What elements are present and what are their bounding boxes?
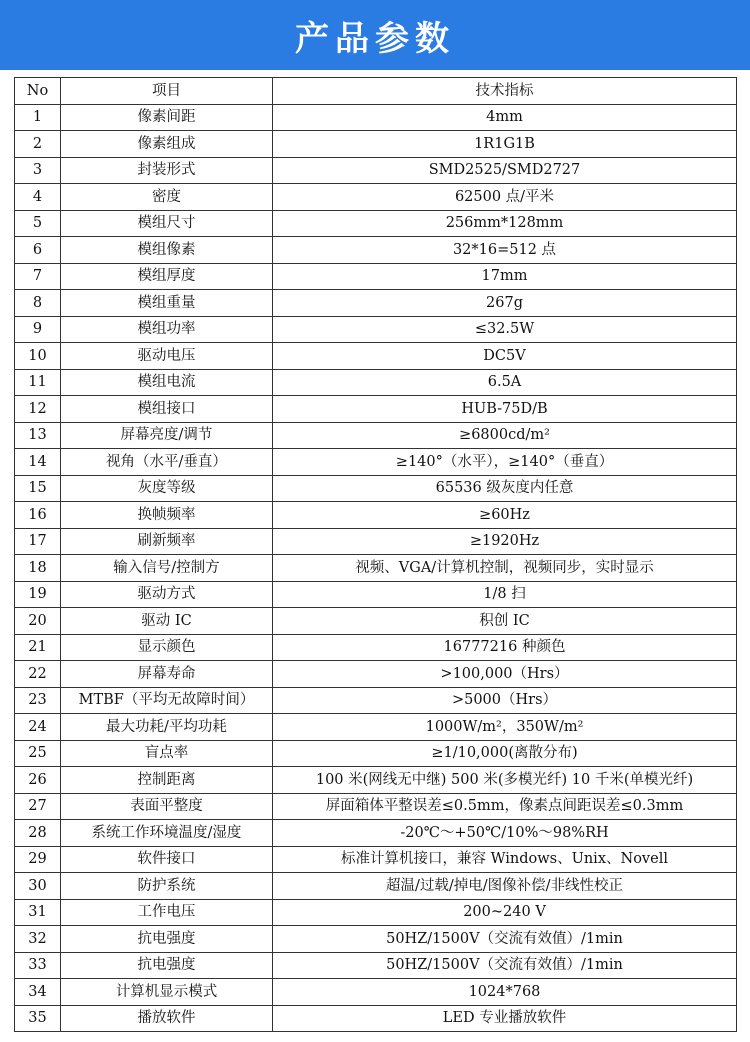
cell-spec: 屏面箱体平整误差≤0.5mm，像素点间距误差≤0.3mm xyxy=(273,793,737,820)
cell-no: 7 xyxy=(15,263,61,290)
table-row xyxy=(15,184,737,211)
cell-item: 输入信号/控制方 xyxy=(61,555,273,582)
cell-item: 模组电流 xyxy=(61,369,273,396)
cell-item: 驱动方式 xyxy=(61,581,273,608)
cell-item: 计算机显示模式 xyxy=(61,979,273,1006)
cell-spec: 16777216 种颜色 xyxy=(273,634,737,661)
cell-no: 27 xyxy=(15,793,61,820)
page-title: 产品参数 xyxy=(295,18,455,59)
table-row xyxy=(15,581,737,608)
cell-no: 3 xyxy=(15,157,61,184)
cell-spec: 256mm*128mm xyxy=(273,210,737,237)
cell-spec: ≥140°（水平），≥140°（垂直） xyxy=(273,449,737,476)
page-header xyxy=(0,0,750,70)
table-row xyxy=(15,475,737,502)
cell-item: 工作电压 xyxy=(61,899,273,926)
cell-item: 模组尺寸 xyxy=(61,210,273,237)
cell-spec: 1R1G1B xyxy=(273,131,737,158)
cell-item: 抗电强度 xyxy=(61,926,273,953)
cell-spec: 17mm xyxy=(273,263,737,290)
cell-spec: 100 米(网线无中继) 500 米(多模光纤) 10 千米(单模光纤) xyxy=(273,767,737,794)
cell-item: 驱动 IC xyxy=(61,608,273,635)
cell-item: 软件接口 xyxy=(61,846,273,873)
cell-no: 21 xyxy=(15,634,61,661)
cell-spec: 50HZ/1500V（交流有效值）/1min xyxy=(273,926,737,953)
cell-spec: 200~240 V xyxy=(273,899,737,926)
cell-no: 4 xyxy=(15,184,61,211)
cell-spec: LED 专业播放软件 xyxy=(273,1005,737,1032)
spec-table xyxy=(14,77,737,1032)
cell-spec: 视频、VGA/计算机控制，视频同步，实时显示 xyxy=(273,555,737,582)
cell-item: 播放软件 xyxy=(61,1005,273,1032)
cell-spec: 标准计算机接口，兼容 Windows、Unix、Novell xyxy=(273,846,737,873)
cell-spec: >100,000（Hrs） xyxy=(273,661,737,688)
cell-spec: 1024*768 xyxy=(273,979,737,1006)
cell-item: 封装形式 xyxy=(61,157,273,184)
cell-item: 视角（水平/垂直） xyxy=(61,449,273,476)
cell-no: 30 xyxy=(15,873,61,900)
cell-item: 控制距离 xyxy=(61,767,273,794)
cell-no: 19 xyxy=(15,581,61,608)
cell-no: 10 xyxy=(15,343,61,370)
cell-no: 23 xyxy=(15,687,61,714)
cell-no: 34 xyxy=(15,979,61,1006)
cell-item: 显示颜色 xyxy=(61,634,273,661)
cell-item: 屏幕寿命 xyxy=(61,661,273,688)
cell-item: 最大功耗/平均功耗 xyxy=(61,714,273,741)
cell-no: 31 xyxy=(15,899,61,926)
column-header-item: 项目 xyxy=(61,78,273,105)
cell-spec: 积创 IC xyxy=(273,608,737,635)
cell-no: 15 xyxy=(15,475,61,502)
table-row xyxy=(15,793,737,820)
table-row xyxy=(15,634,737,661)
table-row xyxy=(15,555,737,582)
cell-item: 模组接口 xyxy=(61,396,273,423)
cell-item: 抗电强度 xyxy=(61,952,273,979)
cell-spec: >5000（Hrs） xyxy=(273,687,737,714)
table-row xyxy=(15,449,737,476)
table-row xyxy=(15,528,737,555)
cell-no: 35 xyxy=(15,1005,61,1032)
cell-spec: 267g xyxy=(273,290,737,317)
cell-item: 模组功率 xyxy=(61,316,273,343)
table-row xyxy=(15,104,737,131)
cell-spec: 62500 点/平米 xyxy=(273,184,737,211)
cell-spec: 32*16=512 点 xyxy=(273,237,737,264)
cell-spec: 1000W/m²，350W/m² xyxy=(273,714,737,741)
table-row xyxy=(15,846,737,873)
cell-spec: 超温/过载/掉电/图像补偿/非线性校正 xyxy=(273,873,737,900)
cell-item: 换帧频率 xyxy=(61,502,273,529)
table-row xyxy=(15,608,737,635)
cell-item: 防护系统 xyxy=(61,873,273,900)
cell-item: 盲点率 xyxy=(61,740,273,767)
cell-no: 24 xyxy=(15,714,61,741)
cell-spec: 50HZ/1500V（交流有效值）/1min xyxy=(273,952,737,979)
table-row xyxy=(15,396,737,423)
cell-spec: 6.5A xyxy=(273,369,737,396)
cell-item: 密度 xyxy=(61,184,273,211)
cell-no: 33 xyxy=(15,952,61,979)
cell-spec: 65536 级灰度内任意 xyxy=(273,475,737,502)
table-row xyxy=(15,237,737,264)
table-body xyxy=(15,104,737,1032)
cell-no: 6 xyxy=(15,237,61,264)
cell-no: 17 xyxy=(15,528,61,555)
table-row xyxy=(15,316,737,343)
cell-item: 刷新频率 xyxy=(61,528,273,555)
cell-no: 22 xyxy=(15,661,61,688)
table-row xyxy=(15,687,737,714)
cell-item: 像素组成 xyxy=(61,131,273,158)
table-row xyxy=(15,157,737,184)
table-row xyxy=(15,290,737,317)
table-row xyxy=(15,820,737,847)
cell-spec: DC5V xyxy=(273,343,737,370)
cell-no: 18 xyxy=(15,555,61,582)
table-row xyxy=(15,873,737,900)
cell-item: 驱动电压 xyxy=(61,343,273,370)
cell-no: 32 xyxy=(15,926,61,953)
cell-item: 表面平整度 xyxy=(61,793,273,820)
cell-no: 13 xyxy=(15,422,61,449)
cell-no: 9 xyxy=(15,316,61,343)
table-row xyxy=(15,210,737,237)
cell-no: 5 xyxy=(15,210,61,237)
cell-spec: ≥1920Hz xyxy=(273,528,737,555)
cell-no: 20 xyxy=(15,608,61,635)
cell-spec: HUB-75D/B xyxy=(273,396,737,423)
cell-spec: 1/8 扫 xyxy=(273,581,737,608)
cell-no: 26 xyxy=(15,767,61,794)
cell-item: 模组厚度 xyxy=(61,263,273,290)
column-header-no: No xyxy=(15,78,61,105)
cell-no: 28 xyxy=(15,820,61,847)
table-row xyxy=(15,899,737,926)
table-header-row xyxy=(15,78,737,105)
cell-item: 像素间距 xyxy=(61,104,273,131)
table-row xyxy=(15,926,737,953)
table-row xyxy=(15,1005,737,1032)
table-row xyxy=(15,263,737,290)
cell-spec: ≥6800cd/m² xyxy=(273,422,737,449)
table-row xyxy=(15,343,737,370)
cell-spec: -20℃～+50℃/10%～98%RH xyxy=(273,820,737,847)
table-row xyxy=(15,740,737,767)
cell-item: 系统工作环境温度/湿度 xyxy=(61,820,273,847)
cell-item: 模组重量 xyxy=(61,290,273,317)
cell-spec: SMD2525/SMD2727 xyxy=(273,157,737,184)
cell-no: 12 xyxy=(15,396,61,423)
cell-no: 11 xyxy=(15,369,61,396)
cell-no: 25 xyxy=(15,740,61,767)
cell-item: MTBF（平均无故障时间） xyxy=(61,687,273,714)
cell-no: 8 xyxy=(15,290,61,317)
table-row xyxy=(15,979,737,1006)
table-row xyxy=(15,502,737,529)
cell-no: 16 xyxy=(15,502,61,529)
table-row xyxy=(15,131,737,158)
cell-no: 14 xyxy=(15,449,61,476)
table-row xyxy=(15,952,737,979)
cell-spec: ≤32.5W xyxy=(273,316,737,343)
cell-item: 模组像素 xyxy=(61,237,273,264)
table-row xyxy=(15,714,737,741)
table-row xyxy=(15,767,737,794)
cell-no: 2 xyxy=(15,131,61,158)
table-row xyxy=(15,369,737,396)
cell-spec: 4mm xyxy=(273,104,737,131)
column-header-spec: 技术指标 xyxy=(273,78,737,105)
cell-no: 29 xyxy=(15,846,61,873)
cell-no: 1 xyxy=(15,104,61,131)
cell-item: 灰度等级 xyxy=(61,475,273,502)
table-row xyxy=(15,661,737,688)
cell-item: 屏幕亮度/调节 xyxy=(61,422,273,449)
table-row xyxy=(15,422,737,449)
cell-spec: ≥60Hz xyxy=(273,502,737,529)
cell-spec: ≥1/10,000(离散分布) xyxy=(273,740,737,767)
